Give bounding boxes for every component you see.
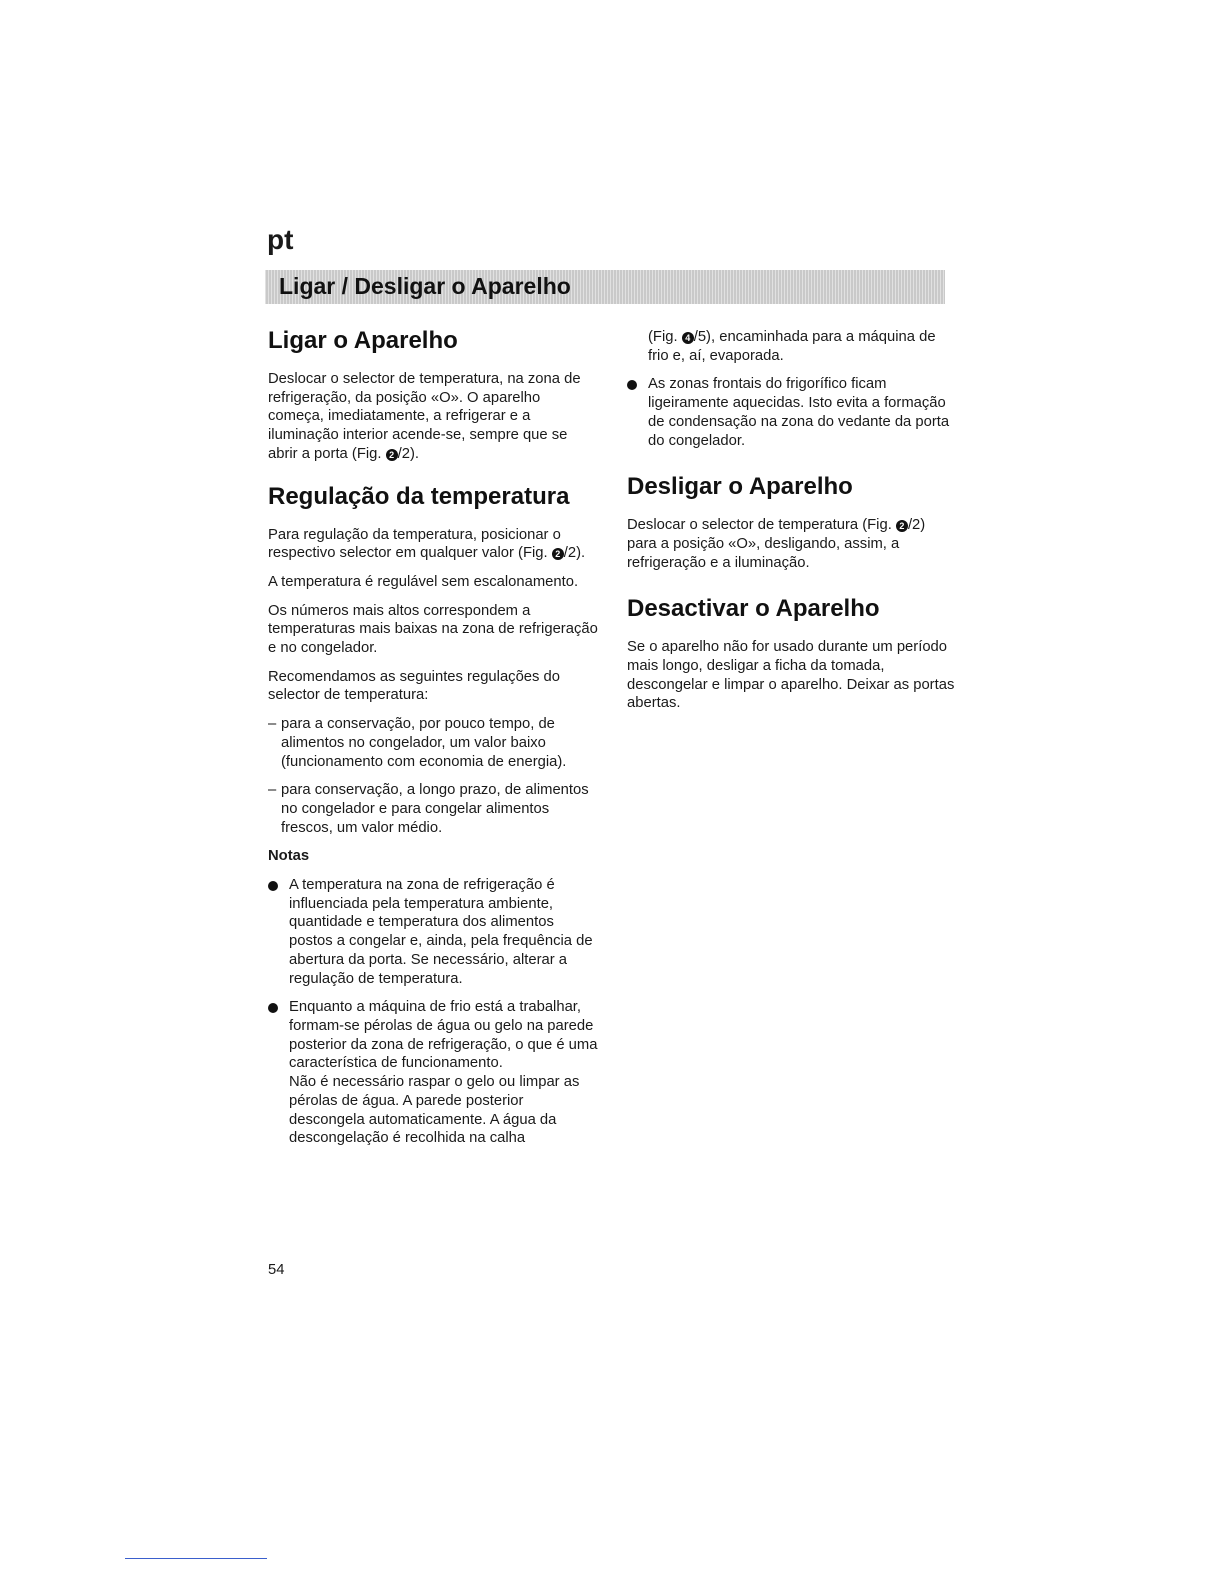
notes-label: Notas	[268, 848, 310, 865]
figure-ref-icon: 2	[386, 449, 398, 461]
text-fragment: Para regulação da temperatura, posicionar o respectivo selector em qualquer valor (Fig.	[268, 526, 561, 562]
bullet-text: A temperatura na zona de refrigeração é influenciada pela temperatura ambiente, quantidade e temperatura dos alimentos postos a congelar e, ainda, pela frequência de abertura da porta. Se necessário, alterar a regulação de temperatura.	[289, 877, 593, 987]
regulacao-paragraph-4: Recomendamos as seguintes regulações do selector de temperatura:	[268, 668, 561, 704]
bullet-icon	[268, 881, 278, 891]
desactivar-paragraph: Se o aparelho não for usado durante um período mais longo, desligar a ficha da tomada, descongelar e limpar o aparelho. Deixar as portas abertas.	[627, 639, 955, 712]
dash-item-text: para conservação, a longo prazo, de alimentos no congelador e para congelar alimentos frescos, um valor médio.	[281, 782, 589, 836]
figure-ref-icon: 2	[552, 548, 564, 560]
bullet-item	[268, 876, 598, 988]
ligar-heading: Ligar o Aparelho	[268, 327, 458, 354]
text-fragment: Deslocar o selector de temperatura (Fig.	[627, 517, 896, 534]
bullet-item	[268, 998, 598, 1148]
text-fragment: /5), encaminhada para a máquina de frio e, aí, evaporada.	[648, 329, 936, 364]
language-code: pt	[267, 224, 294, 255]
figure-ref-icon: 4	[682, 332, 694, 344]
page-number: 54	[268, 1262, 285, 1278]
regulacao-paragraph-3: Os números mais altos correspondem a temperaturas mais baixas na zona de refrigeração e no congelador.	[268, 602, 598, 657]
footer-divider	[125, 1558, 267, 1559]
text-fragment: /2).	[397, 445, 419, 462]
regulacao-heading: Regulação da temperatura	[268, 482, 570, 510]
desligar-paragraph	[627, 516, 957, 572]
dash-marker: –	[268, 716, 277, 733]
bullet-text: As zonas frontais do frigorífico ficam ligeiramente aquecidas. Isto evita a formação de condensação na zona do vedante da porta do congelador.	[648, 376, 950, 449]
text-fragment: Deslocar o selector de temperatura, na zona de refrigeração, da posição «O». O aparelho começa, imediatamente, a refrigerar e a iluminação interior acende-se, sempre que se abrir a porta (Fig.	[268, 371, 581, 462]
dash-list-item	[268, 715, 598, 771]
figure-ref-icon: 2	[896, 520, 908, 532]
ligar-paragraph	[268, 370, 598, 464]
text-fragment: /2) para a posição «O», desligando, assim, a refrigeração e a iluminação.	[627, 517, 926, 571]
bullet-text: Não é necessário raspar o gelo ou limpar as pérolas de água. A parede posterior descongela automaticamente. A água da descongelação é recolhida na calha	[289, 1074, 580, 1147]
bullet-icon	[268, 1003, 278, 1013]
section-banner	[265, 270, 945, 304]
bullet-icon	[627, 380, 637, 390]
regulacao-paragraph-2: A temperatura é regulável sem escalonamento.	[268, 573, 579, 590]
bullet-item	[627, 375, 957, 450]
text-fragment: /2).	[563, 545, 586, 562]
continued-paragraph	[627, 328, 957, 365]
right-column	[627, 328, 957, 723]
text-fragment: (Fig.	[648, 329, 682, 345]
dash-item-text: para a conservação, por pouco tempo, de alimentos no congelador, um valor baixo (funcionamento com economia de energia).	[281, 716, 567, 770]
bullet-text: Enquanto a máquina de frio está a trabalhar, formam-se pérolas de água ou gelo na parede posterior da zona de refrigeração, o que é uma característica de funcionamento.	[289, 999, 598, 1072]
dash-marker: –	[268, 782, 277, 799]
left-column	[268, 326, 598, 1158]
dash-list-item	[268, 781, 598, 837]
banner-title: Ligar / Desligar o Aparelho	[279, 273, 571, 299]
desactivar-heading: Desactivar o Aparelho	[627, 595, 880, 623]
regulacao-paragraph-1	[268, 526, 598, 563]
desligar-heading: Desligar o Aparelho	[627, 473, 853, 501]
